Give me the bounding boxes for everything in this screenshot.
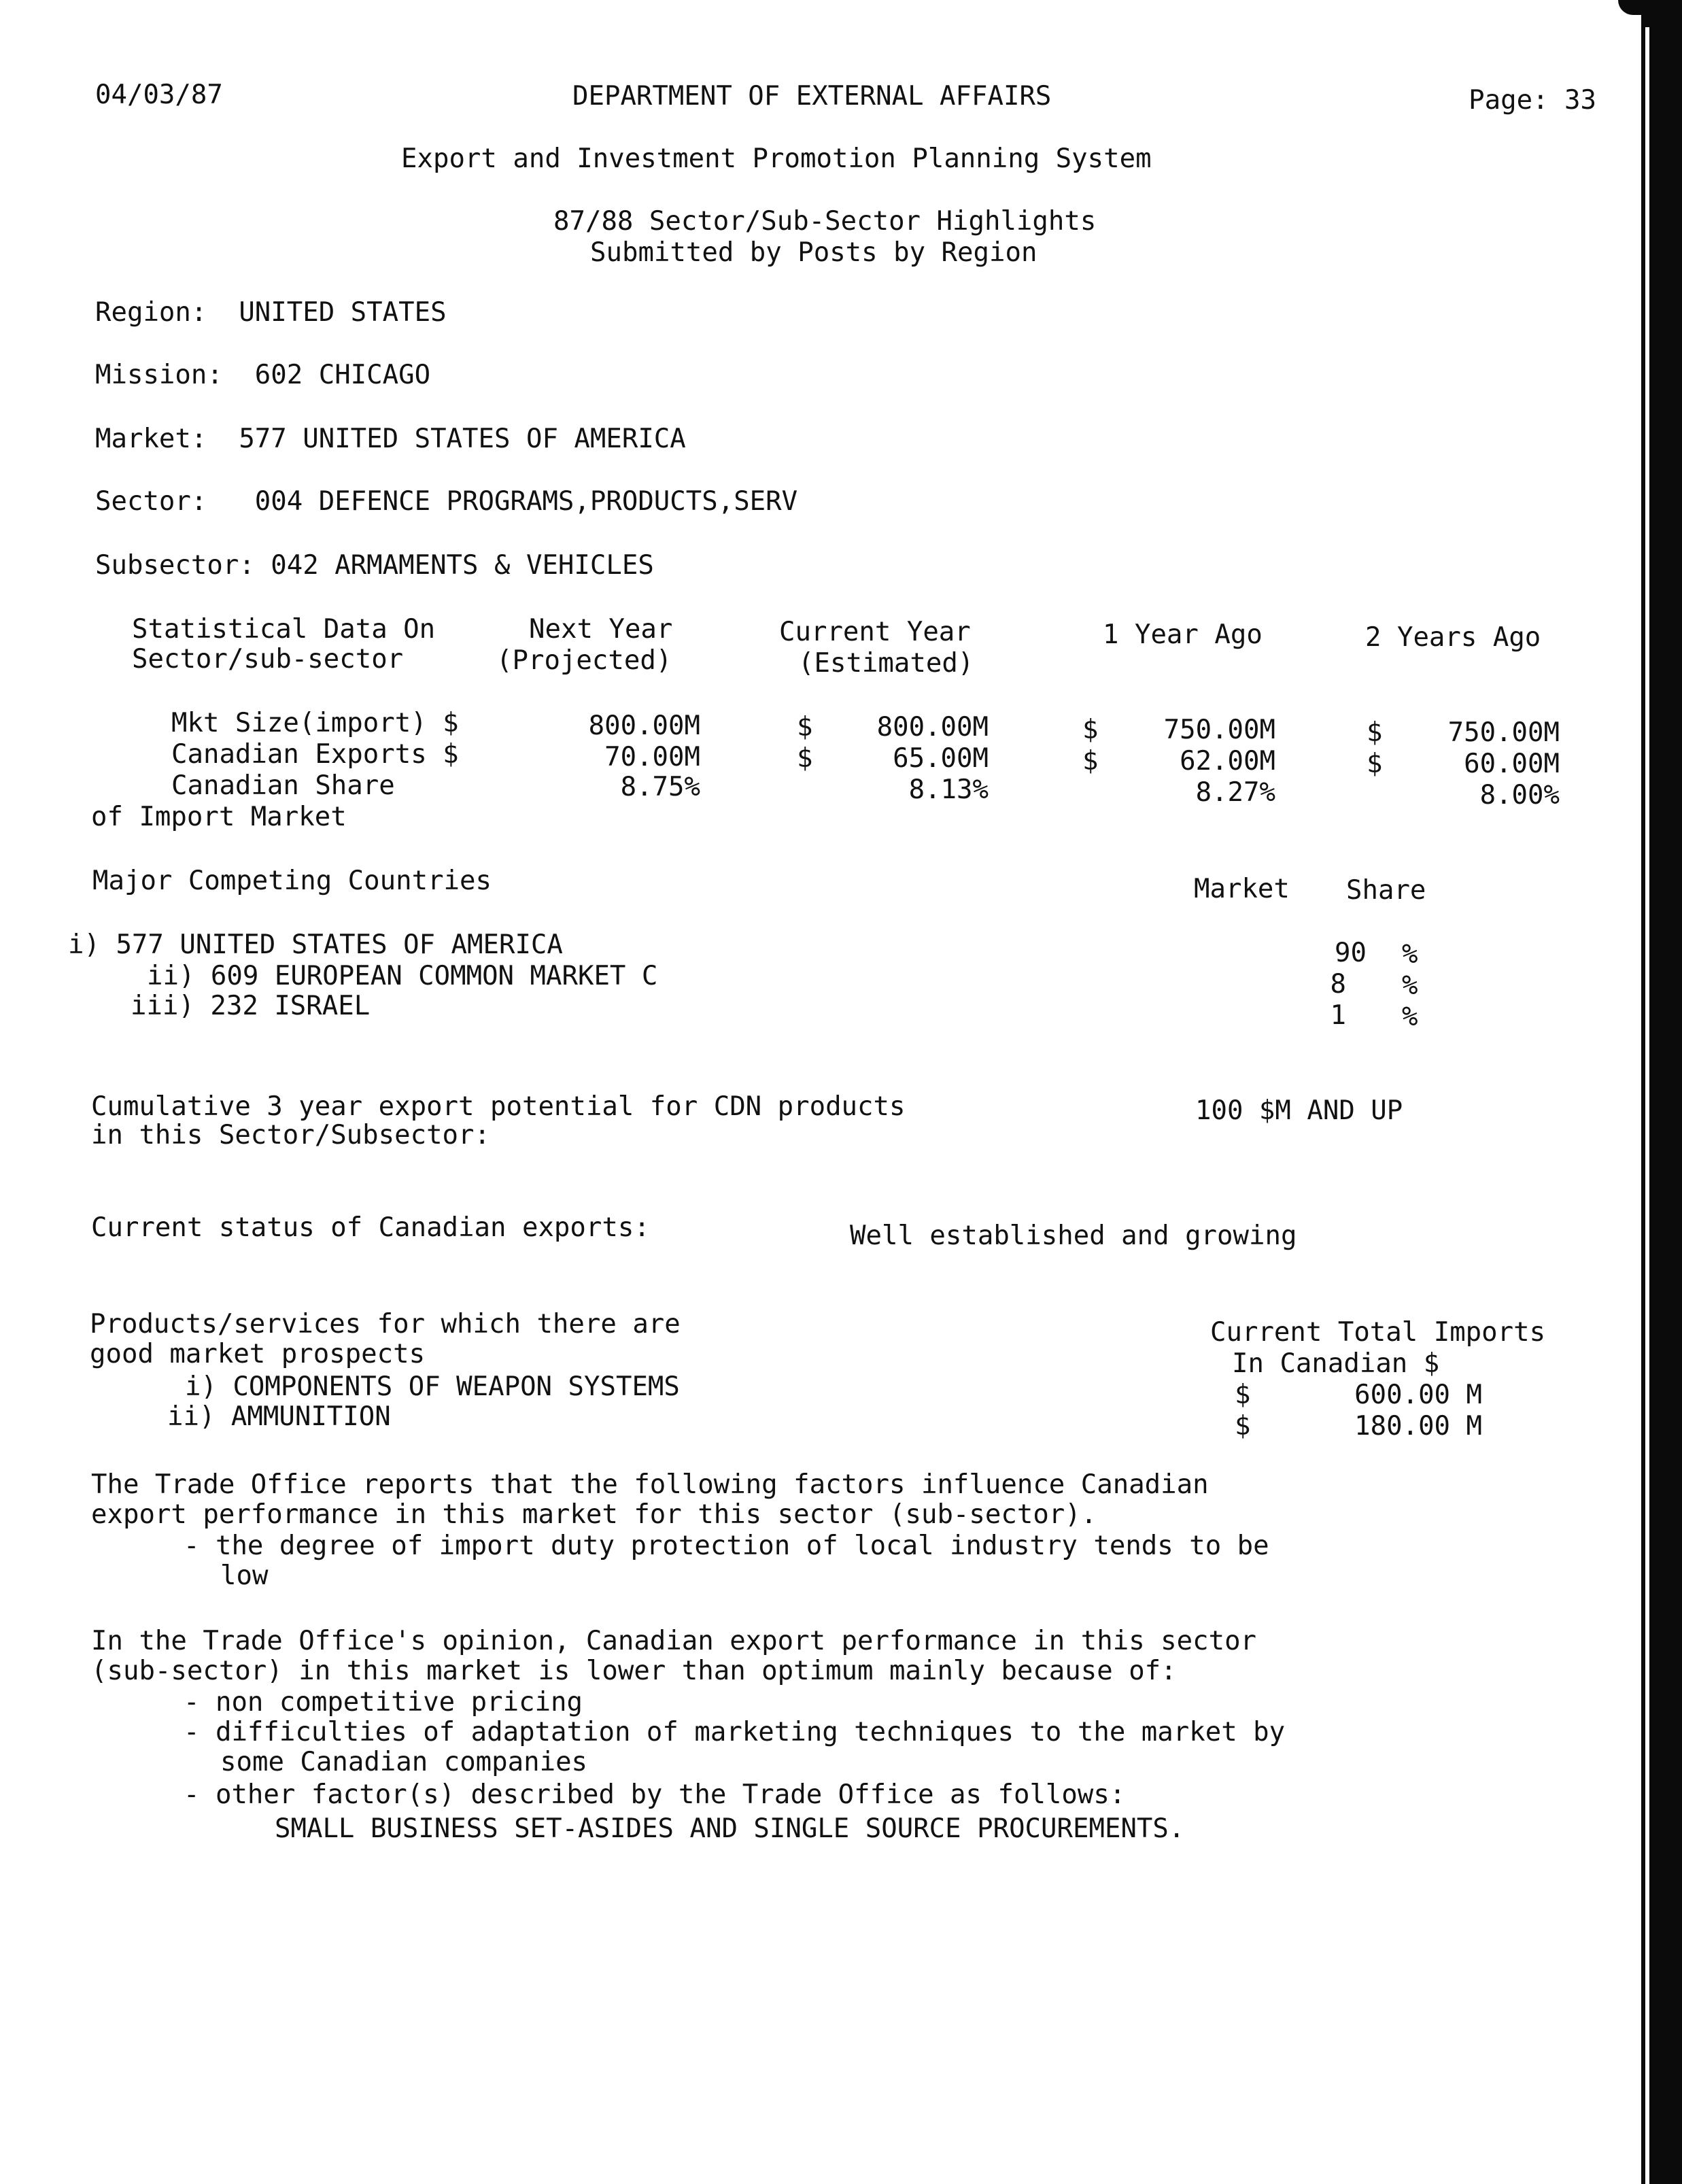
page-number: Page: 33 bbox=[1469, 85, 1596, 116]
prospects-label-line2: good market prospects bbox=[90, 1339, 426, 1369]
factors-intro-line1: The Trade Office reports that the following factors influence Canadian bbox=[91, 1469, 1209, 1500]
export-status-value: Well established and growing bbox=[850, 1221, 1297, 1251]
stats-header-current-line2: (Estimated) bbox=[798, 648, 974, 679]
market-field: Market: 577 UNITED STATES OF AMERICA bbox=[95, 424, 686, 454]
row-label: Canadian Share bbox=[171, 770, 395, 801]
row-1yr-symbol: $ bbox=[1082, 715, 1099, 745]
row-label-continuation: of Import Market bbox=[91, 802, 347, 832]
opinion-item: - difficulties of adaptation of marketing techniques to the market by bbox=[184, 1717, 1286, 1747]
prospect-amount: 180.00 M bbox=[1354, 1411, 1482, 1441]
export-potential-label-line1: Cumulative 3 year export potential for CDN products bbox=[91, 1091, 906, 1122]
row-1yr-value: 8.27% bbox=[1195, 777, 1275, 808]
stats-header-label-line2: Sector/sub-sector bbox=[132, 644, 404, 675]
row-2yr-value: 8.00% bbox=[1479, 780, 1560, 811]
competitor-percent-sign: % bbox=[1402, 970, 1418, 1001]
row-current-value: 800.00M bbox=[876, 712, 989, 743]
department-name: DEPARTMENT OF EXTERNAL AFFAIRS bbox=[572, 81, 1052, 112]
page-edge-hook bbox=[1618, 0, 1666, 15]
row-current-value: 65.00M bbox=[893, 743, 989, 774]
row-1yr-value: 750.00M bbox=[1163, 715, 1275, 745]
stats-header-label-line1: Statistical Data On bbox=[132, 614, 436, 645]
competitor-share: 90 bbox=[1335, 938, 1367, 968]
row-next-value: 70.00M bbox=[604, 742, 700, 772]
opinion-intro-line2: (sub-sector) in this market is lower than optimum mainly because of: bbox=[91, 1656, 1177, 1686]
competitor-name: iii) 232 ISRAEL bbox=[131, 991, 371, 1021]
competitors-market-label: Market bbox=[1194, 874, 1290, 904]
opinion-item: - other factor(s) described by the Trade Office as follows: bbox=[184, 1779, 1126, 1810]
competitor-share: 1 bbox=[1330, 1000, 1346, 1031]
region-field: Region: UNITED STATES bbox=[95, 297, 447, 328]
stats-header-current-line1: Current Year bbox=[779, 617, 971, 647]
competitors-share-label: Share bbox=[1346, 875, 1426, 906]
row-current-value: 8.13% bbox=[908, 774, 989, 805]
opinion-item-continuation: some Canadian companies bbox=[220, 1747, 588, 1777]
sector-field: Sector: 004 DEFENCE PROGRAMS,PRODUCTS,SERV bbox=[95, 486, 798, 517]
export-potential-value: 100 $M AND UP bbox=[1195, 1095, 1403, 1126]
mission-field: Mission: 602 CHICAGO bbox=[95, 360, 431, 390]
export-potential-label-line2: in this Sector/Subsector: bbox=[91, 1120, 490, 1150]
page-edge-line bbox=[1645, 27, 1649, 2184]
prospect-product: ii) AMMUNITION bbox=[167, 1401, 391, 1432]
competitor-name: ii) 609 EUROPEAN COMMON MARKET C bbox=[147, 961, 658, 991]
row-label: Canadian Exports $ bbox=[171, 739, 459, 770]
subsector-field: Subsector: 042 ARMAMENTS & VEHICLES bbox=[95, 550, 654, 581]
row-2yr-symbol: $ bbox=[1367, 749, 1383, 779]
export-status-label: Current status of Canadian exports: bbox=[91, 1212, 650, 1243]
opinion-other-factors: SMALL BUSINESS SET-ASIDES AND SINGLE SOURCE PROCUREMENTS. bbox=[275, 1813, 1185, 1844]
prospects-label-line1: Products/services for which there are bbox=[90, 1309, 681, 1340]
imports-heading-line1: Current Total Imports bbox=[1210, 1317, 1546, 1348]
prospect-currency: $ bbox=[1235, 1380, 1251, 1410]
prospect-currency: $ bbox=[1235, 1411, 1251, 1441]
stats-header-1yr: 1 Year Ago bbox=[1103, 619, 1263, 650]
imports-heading-line2: In Canadian $ bbox=[1232, 1348, 1440, 1379]
row-2yr-symbol: $ bbox=[1367, 717, 1383, 748]
stats-header-next-line1: Next Year bbox=[529, 614, 673, 645]
row-next-value: 8.75% bbox=[620, 772, 700, 802]
competitors-heading: Major Competing Countries bbox=[92, 866, 492, 896]
row-label: Mkt Size(import) $ bbox=[171, 708, 459, 738]
opinion-item: - non competitive pricing bbox=[184, 1687, 583, 1718]
system-title: Export and Investment Promotion Planning System bbox=[401, 143, 1152, 174]
prospect-amount: 600.00 M bbox=[1354, 1380, 1482, 1410]
competitor-percent-sign: % bbox=[1402, 1002, 1418, 1032]
prospect-product: i) COMPONENTS OF WEAPON SYSTEMS bbox=[185, 1371, 680, 1402]
report-subtitle: Submitted by Posts by Region bbox=[590, 237, 1037, 268]
stats-header-2yr: 2 Years Ago bbox=[1365, 622, 1541, 653]
report-date: 04/03/87 bbox=[95, 80, 223, 110]
factors-item: - the degree of import duty protection of local industry tends to be bbox=[184, 1531, 1269, 1561]
factors-item-continuation: low bbox=[220, 1560, 269, 1591]
competitor-name: i) 577 UNITED STATES OF AMERICA bbox=[68, 929, 563, 960]
row-2yr-value: 60.00M bbox=[1464, 749, 1560, 779]
row-1yr-value: 62.00M bbox=[1180, 746, 1275, 777]
row-1yr-symbol: $ bbox=[1082, 746, 1099, 777]
competitor-percent-sign: % bbox=[1402, 939, 1418, 970]
row-current-symbol: $ bbox=[797, 743, 813, 774]
row-current-symbol: $ bbox=[797, 712, 813, 743]
row-2yr-value: 750.00M bbox=[1447, 717, 1560, 748]
row-next-value: 800.00M bbox=[588, 711, 700, 741]
report-title: 87/88 Sector/Sub-Sector Highlights bbox=[553, 206, 1097, 237]
factors-intro-line2: export performance in this market for this sector (sub-sector). bbox=[91, 1499, 1097, 1530]
competitor-share: 8 bbox=[1330, 969, 1346, 1000]
opinion-intro-line1: In the Trade Office's opinion, Canadian export performance in this sector bbox=[91, 1626, 1257, 1656]
stats-header-next-line2: (Projected) bbox=[496, 645, 672, 676]
